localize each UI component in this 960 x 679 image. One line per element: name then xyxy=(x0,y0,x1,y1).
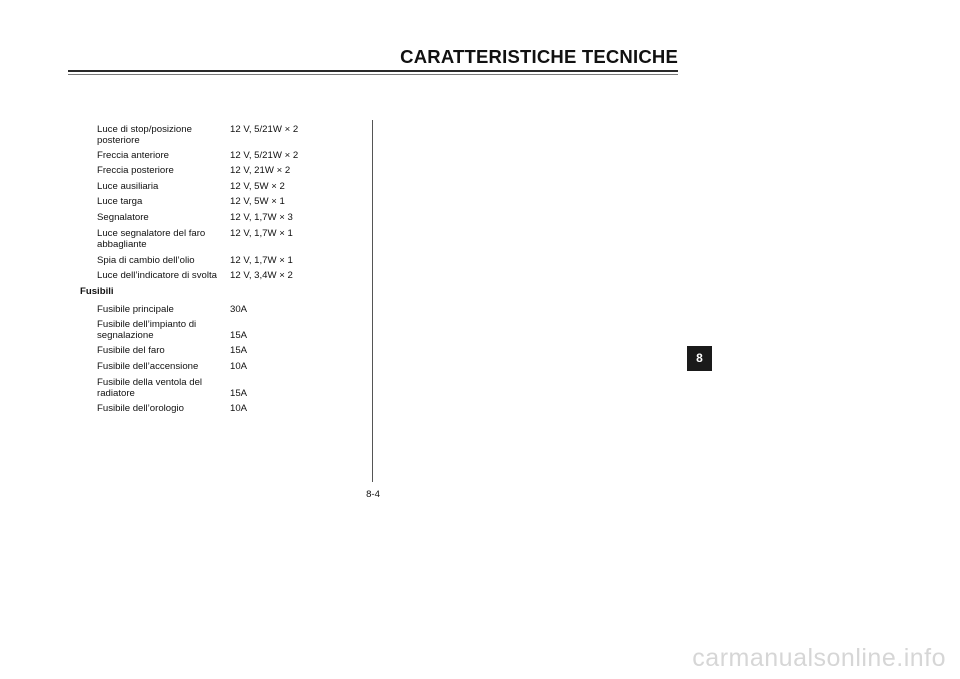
spec-label: Segnalatore xyxy=(97,212,149,223)
spec-value: 12 V, 5W × 2 xyxy=(230,181,285,192)
spec-value: 15A xyxy=(230,345,248,356)
spec-value: 30A xyxy=(230,304,248,315)
spec-label: Luce targa xyxy=(97,196,143,207)
title-rule-thin xyxy=(68,74,678,75)
spec-label: Fusibile dell’orologio xyxy=(97,403,184,414)
spec-value: 15A xyxy=(230,388,248,399)
watermark: carmanualsonline.info xyxy=(692,644,946,672)
spec-label: Fusibile principale xyxy=(97,304,174,315)
column-divider xyxy=(372,120,373,482)
spec-value: 12 V, 5W × 1 xyxy=(230,196,285,207)
spec-value: 12 V, 1,7W × 1 xyxy=(230,255,293,266)
spec-value: 12 V, 21W × 2 xyxy=(230,165,291,176)
section-heading-fuses: Fusibili xyxy=(80,286,114,297)
spec-label: Fusibile dell’accensione xyxy=(97,361,199,372)
page-title: CARATTERISTICHE TECNICHE xyxy=(400,46,678,67)
spec-value: 12 V, 5/21W × 2 xyxy=(230,124,299,135)
spec-label: Luce dell’indicatore di svolta xyxy=(97,270,217,281)
spec-label: Luce segnalatore del faro abbagliante xyxy=(97,228,206,250)
spec-label: Fusibile del faro xyxy=(97,345,165,356)
chapter-tab: 8 xyxy=(687,346,712,371)
spec-value: 12 V, 1,7W × 3 xyxy=(230,212,293,223)
title-rule xyxy=(68,70,678,72)
spec-label: Luce ausiliaria xyxy=(97,181,159,192)
spec-value: 12 V, 3,4W × 2 xyxy=(230,270,293,281)
spec-label: Freccia anteriore xyxy=(97,150,169,161)
spec-label: Spia di cambio dell’olio xyxy=(97,255,195,266)
spec-label: Freccia posteriore xyxy=(97,165,174,176)
spec-label: Fusibile dell’impianto di segnalazione xyxy=(97,319,197,341)
spec-label: Luce di stop/posizione posteriore xyxy=(97,124,192,146)
spec-value: 10A xyxy=(230,361,248,372)
spec-value: 10A xyxy=(230,403,248,414)
spec-value: 12 V, 5/21W × 2 xyxy=(230,150,299,161)
spec-value: 15A xyxy=(230,330,248,341)
spec-value: 12 V, 1,7W × 1 xyxy=(230,228,293,239)
spec-label: Fusibile della ventola del radiatore xyxy=(97,377,203,399)
page-number: 8-4 xyxy=(366,489,380,500)
